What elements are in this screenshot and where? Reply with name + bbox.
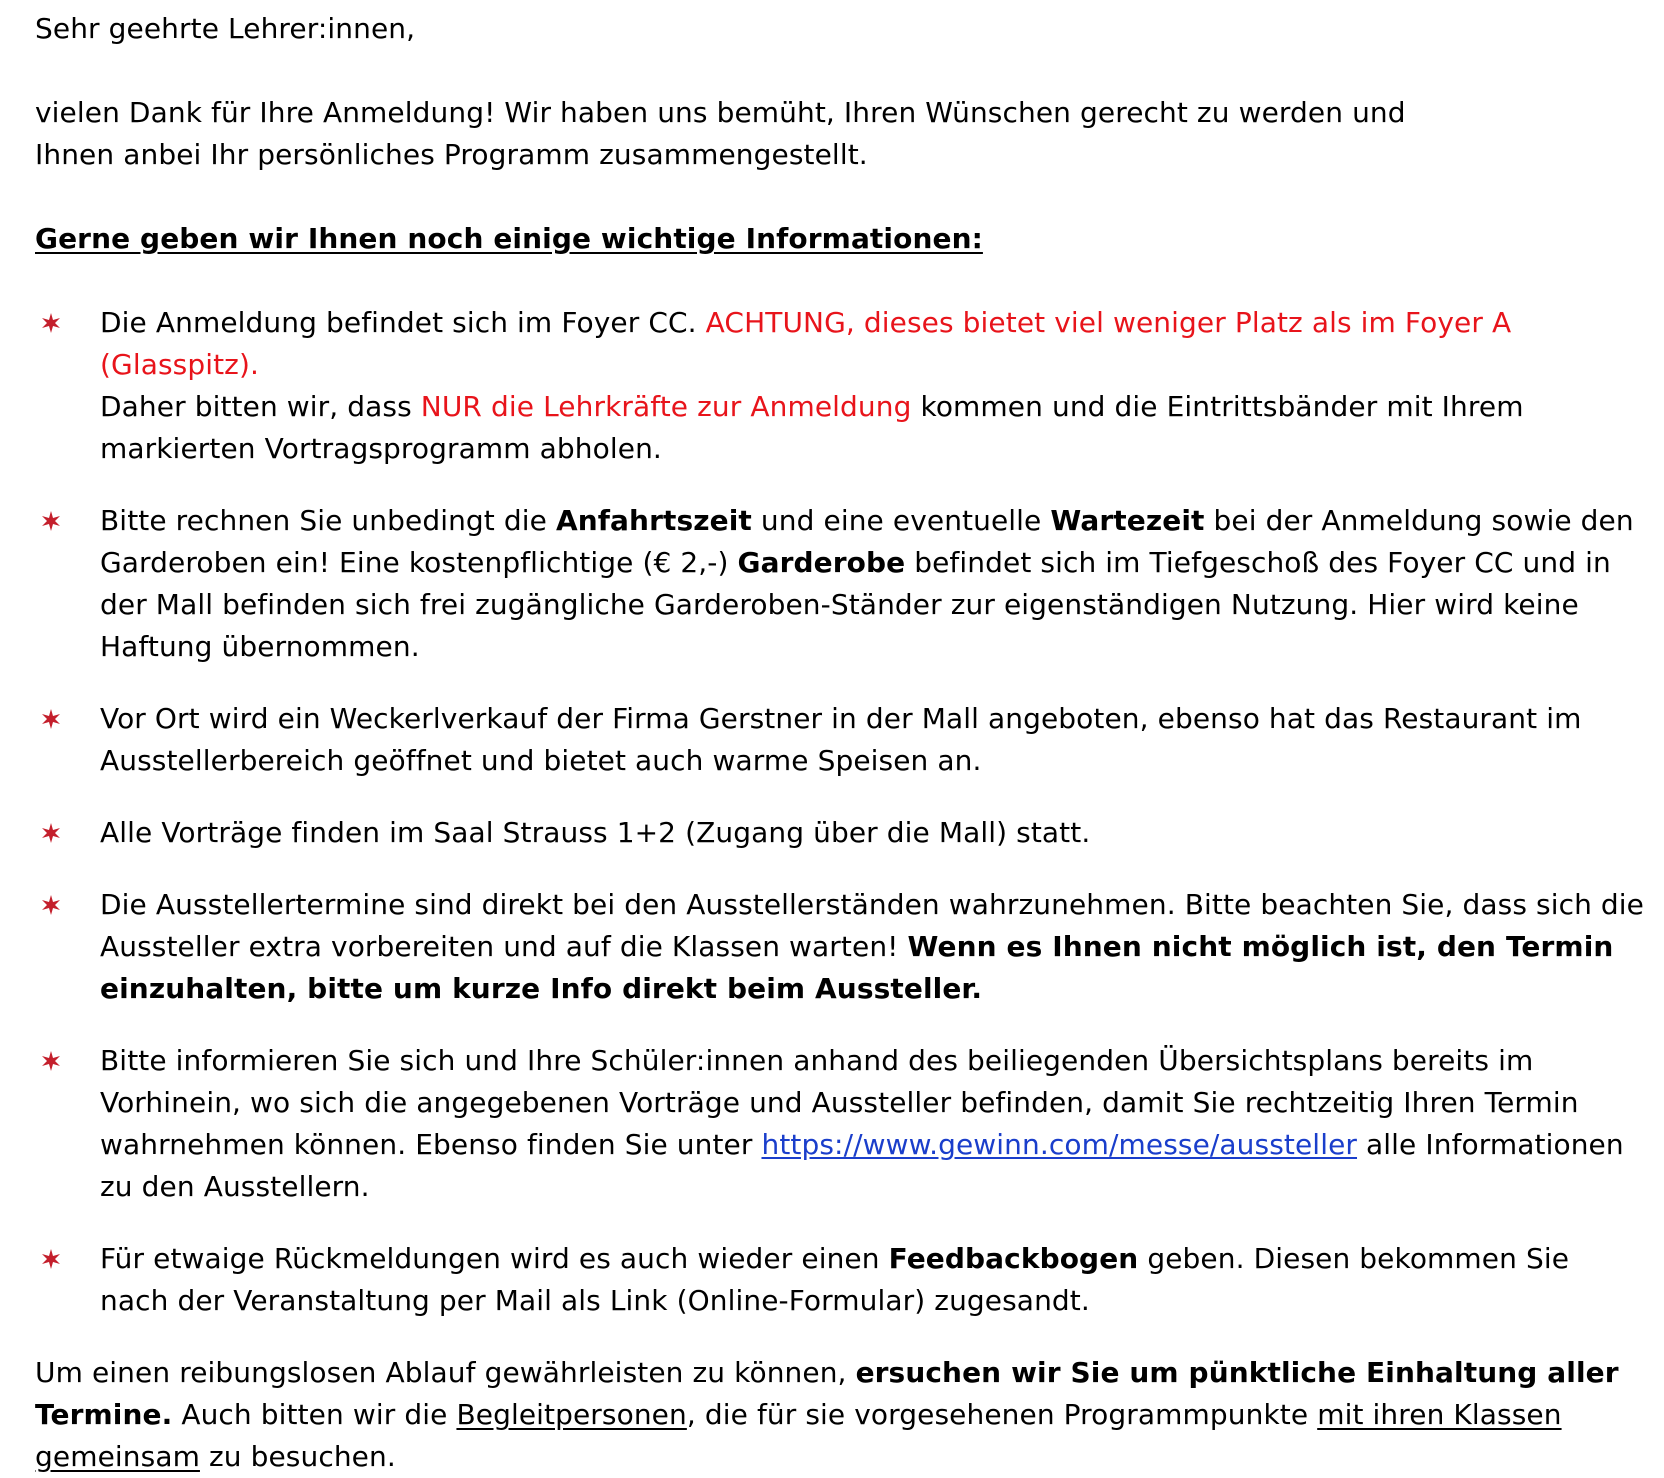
list-item [35,698,1644,782]
item-text: Für etwaige Rückmeldungen wird es auch wieder einen [100,1242,889,1275]
intro-line-1: vielen Dank für Ihre Anmeldung! Wir haben uns bemüht, Ihren Wünschen gerecht zu werden und [35,96,1406,129]
list-item [35,812,1644,854]
underlined-text: Begleitpersonen [456,1398,687,1431]
underlined-text: mit ihren Klassen gemeinsam [35,1398,1562,1473]
exhibitor-link[interactable]: https://www.gewinn.com/messe/aussteller [761,1128,1358,1161]
star-asterisk-icon [39,701,63,725]
star-asterisk-icon [39,503,63,527]
warning-text: NUR die Lehrkräfte zur Anmeldung [420,390,912,423]
star-asterisk-icon [39,887,63,911]
emphasis-text: Feedbackbogen [888,1242,1139,1275]
item-text: und eine eventuelle [751,504,1051,537]
closing-paragraph [35,1352,1644,1478]
star-asterisk-icon [39,815,63,839]
section-heading: Gerne geben wir Ihnen noch einige wichtige Informationen: [35,222,983,255]
list-item [35,1238,1644,1322]
emphasis-text: Wartezeit [1050,504,1205,537]
closing-text: , die für sie vorgesehenen Programmpunkte [686,1398,1318,1431]
emphasis-text: Wenn es Ihnen nicht möglich ist, den Termin einzuhalten, bitte um kurze Info direkt beim Aussteller. [100,930,1614,1005]
item-text: bei der Anmeldung sowie den Garderoben ein! Eine kostenpflichtige (€ 2,-) [100,504,1634,579]
closing-text: zu besuchen. [199,1440,396,1473]
star-asterisk-icon [39,1241,63,1265]
item-text: Die Anmeldung befindet sich im Foyer CC. [100,306,706,339]
list-item [35,884,1644,1010]
list-item [35,500,1644,668]
item-text: Bitte informieren Sie sich und Ihre Schüler:innen anhand des beiliegenden Übersichtsplans bereits im Vorhinein, wo sich die angegebenen Vorträge und Aussteller befinden, damit Sie rechtzeitig Ihren Termin wahrnehmen können. Ebenso finden Sie unter [100,1044,1579,1161]
item-text: Vor Ort wird ein Weckerlverkauf der Firma Gerstner in der Mall angeboten, ebenso hat das Restaurant im Ausstellerbereich geöffnet und bietet auch warme Speisen an. [100,702,1582,777]
item-text: Die Ausstellertermine sind direkt bei den Ausstellerständen wahrzunehmen. Bitte beachten Sie, dass sich die Aussteller extra vorbereiten und auf die Klassen warten! [100,888,1644,963]
item-text: befindet sich im Tiefgeschoß des Foyer CC und in der Mall befinden sich frei zugängliche Garderoben-Ständer zur eigenständigen Nutzung. Hier wird keine Haftung übernommen. [100,546,1611,663]
list-item [35,302,1644,470]
item-text: geben. Diesen bekommen Sie nach der Veranstaltung per Mail als Link (Online-Formular) zugesandt. [100,1242,1570,1317]
closing-text: Um einen reibungslosen Ablauf gewährleisten zu können, [35,1356,856,1389]
warning-text: ACHTUNG, dieses bietet viel weniger Platz als im Foyer A (Glasspitz). [100,306,1512,381]
item-text: alle Informationen zu den Ausstellern. [100,1128,1624,1203]
item-text: Daher bitten wir, dass [100,390,421,423]
intro-paragraph [35,92,1644,176]
emphasis-text: Anfahrtszeit [555,504,752,537]
star-asterisk-icon [39,305,63,329]
item-text: kommen und die Eintrittsbänder mit Ihrem markierten Vortragsprogramm abholen. [100,390,1524,465]
item-text: Bitte rechnen Sie unbedingt die [100,504,556,537]
closing-text: Auch bitten wir die [172,1398,457,1431]
star-asterisk-icon [39,1043,63,1067]
item-text: Alle Vorträge finden im Saal Strauss 1+2 (Zugang über die Mall) statt. [100,816,1091,849]
emphasis-text: Garderobe [737,546,906,579]
list-item [35,1040,1644,1208]
info-list [35,302,1644,1322]
emphasis-text: ersuchen wir Sie um pünktliche Einhaltung aller Termine. [35,1356,1619,1431]
intro-line-2: Ihnen anbei Ihr persönliches Programm zusammengestellt. [35,138,868,171]
greeting: Sehr geehrte Lehrer:innen, [35,12,416,45]
